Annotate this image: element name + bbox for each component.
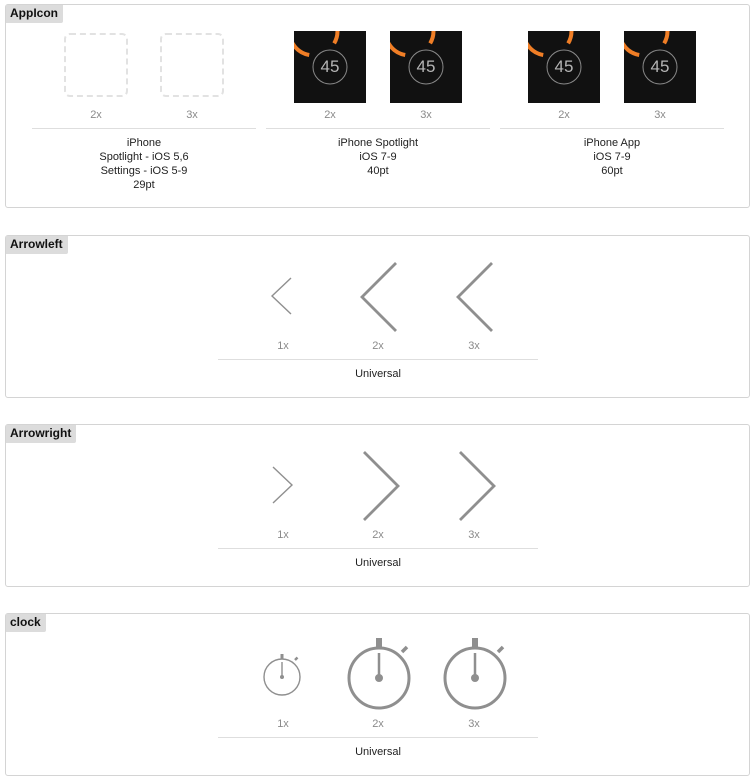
group-label-iphone-app — [500, 136, 724, 178]
scale-label: 2x — [372, 340, 384, 352]
arrowright-set[interactable] — [5, 424, 750, 587]
label-line: Settings - iOS 5-9 — [100, 165, 188, 177]
scale-label: 3x — [420, 109, 432, 121]
divider — [218, 359, 538, 360]
divider — [218, 737, 538, 738]
app-icon-60pt-2x[interactable] — [528, 31, 600, 103]
app-icon-number: 45 — [416, 57, 436, 76]
group-label-iphone-spotlight — [266, 136, 490, 178]
arrow-right-icon[interactable] — [452, 448, 500, 524]
scale-label: 2x — [558, 109, 570, 121]
label-line: iPhone Spotlight — [337, 137, 419, 149]
app-icon-number: 45 — [650, 57, 670, 76]
set-title: clock — [6, 614, 46, 632]
scale-label: 3x — [468, 718, 480, 730]
app-icon-number: 45 — [554, 57, 574, 76]
empty-slot-29pt-2x[interactable] — [64, 33, 128, 97]
arrowleft-set[interactable] — [5, 235, 750, 398]
stopwatch-icon[interactable] — [261, 652, 303, 698]
device-label: Universal — [355, 368, 401, 380]
arrow-right-icon[interactable] — [268, 462, 296, 508]
stopwatch-icon[interactable] — [440, 636, 510, 712]
scale-label: 2x — [324, 109, 336, 121]
label-line: iOS 7-9 — [593, 151, 631, 163]
scale-label: 2x — [372, 718, 384, 730]
divider — [500, 128, 724, 129]
scale-label: 1x — [277, 529, 289, 541]
scale-label: 3x — [654, 109, 666, 121]
scale-label: 1x — [277, 340, 289, 352]
group-label-iphone-29pt — [32, 136, 256, 192]
app-icon-40pt-3x[interactable] — [390, 31, 462, 103]
divider — [266, 128, 490, 129]
label-line: 29pt — [133, 179, 155, 191]
scale-label: 3x — [468, 529, 480, 541]
set-title: Arrowright — [6, 425, 76, 443]
label-line: iPhone — [126, 137, 162, 149]
scale-label: 2x — [90, 109, 102, 121]
scale-label: 2x — [372, 529, 384, 541]
set-title: AppIcon — [6, 5, 63, 23]
label-line: 40pt — [367, 165, 389, 177]
label-line: iOS 7-9 — [359, 151, 397, 163]
label-line: iPhone App — [583, 137, 641, 149]
scale-label: 1x — [277, 718, 289, 730]
app-icon-60pt-3x[interactable] — [624, 31, 696, 103]
divider — [32, 128, 256, 129]
stopwatch-icon[interactable] — [344, 636, 414, 712]
arrow-right-icon[interactable] — [356, 448, 404, 524]
divider — [218, 548, 538, 549]
device-label: Universal — [355, 746, 401, 758]
clock-set[interactable] — [5, 613, 750, 776]
arrow-left-icon[interactable] — [452, 259, 500, 335]
arrow-left-icon[interactable] — [268, 273, 296, 319]
device-label: Universal — [355, 557, 401, 569]
set-title: Arrowleft — [6, 236, 68, 254]
appicon-set[interactable] — [5, 4, 750, 208]
scale-label: 3x — [468, 340, 480, 352]
label-line: Spotlight - iOS 5,6 — [99, 151, 189, 163]
arrow-left-icon[interactable] — [356, 259, 404, 335]
empty-slot-29pt-3x[interactable] — [160, 33, 224, 97]
app-icon-40pt-2x[interactable] — [294, 31, 366, 103]
label-line: 60pt — [601, 165, 623, 177]
scale-label: 3x — [186, 109, 198, 121]
app-icon-number: 45 — [320, 57, 340, 76]
